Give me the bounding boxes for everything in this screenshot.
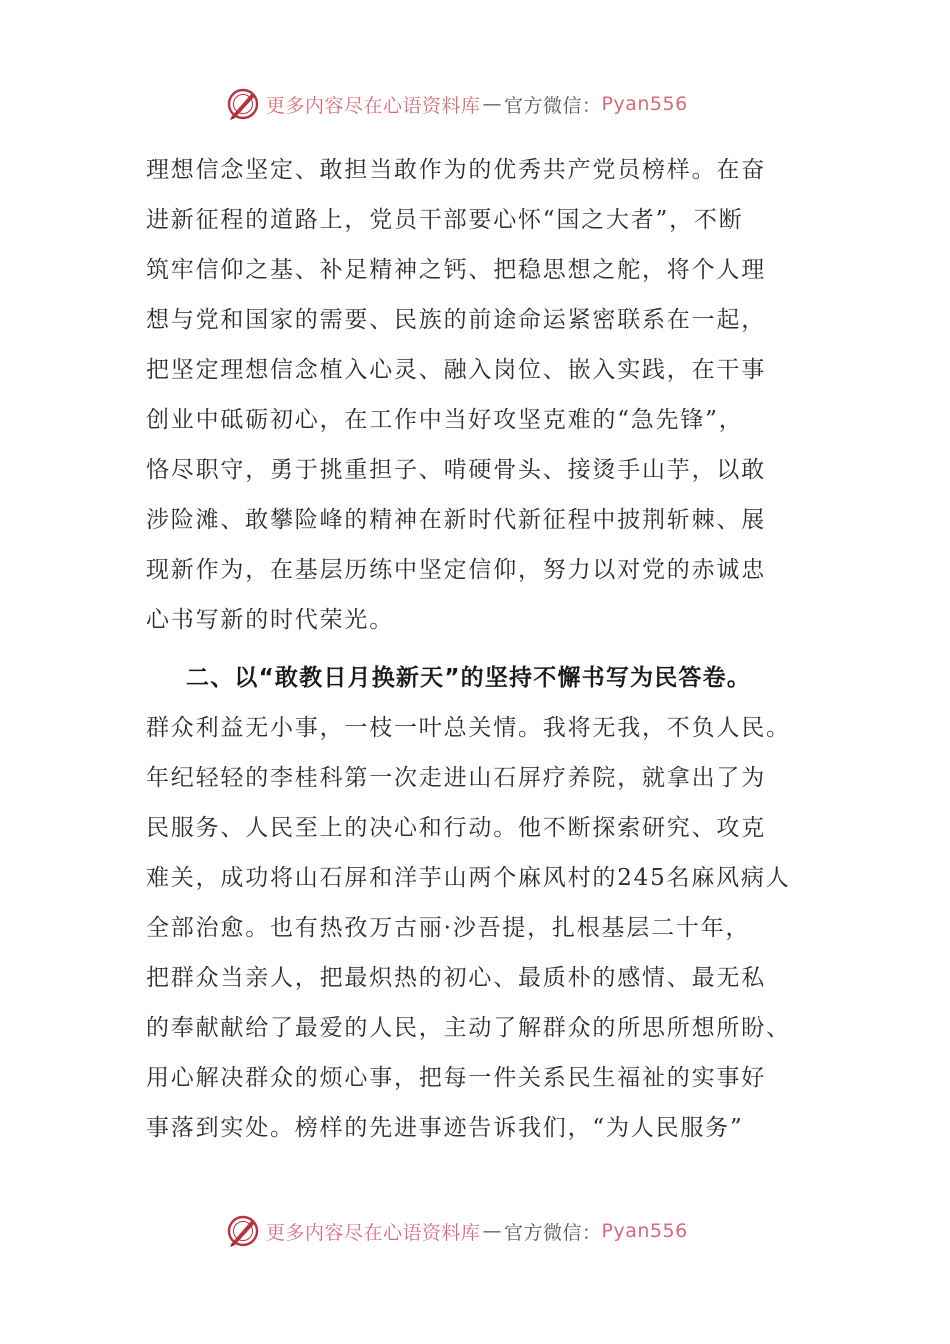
text-line: 全部治愈。也有热孜万古丽·沙吾提，扎根基层二十年， (146, 915, 751, 941)
text-line: 民服务、人民至上的决心和行动。他不断探索研究、攻克 (146, 815, 766, 841)
text-line: 恪尽职守，勇于挑重担子、啃硬骨头、接烫手山芋，以敢 (146, 457, 766, 483)
text-line: 想与党和国家的需要、民族的前途命运紧密联系在一起， (146, 307, 766, 333)
pen-seal-icon (226, 1214, 260, 1248)
watermark-wechat-id: Pyan556 (601, 93, 688, 115)
watermark-separator: — (482, 93, 503, 115)
text-line: 涉险滩、敢攀险峰的精神在新时代新征程中披荆斩棘、展 (146, 507, 766, 533)
text-line: 进新征程的道路上，党员干部要心怀“国之大者”，不断 (146, 207, 744, 233)
text-line: 把坚定理想信念植入心灵、融入岗位、嵌入实践，在干事 (146, 357, 766, 383)
text-line: 创业中砥砺初心，在工作中当好攻坚克难的“急先锋”， (146, 407, 744, 433)
text-line: 心书写新的时代荣光。 (146, 607, 394, 633)
text-line: 把群众当亲人，把最炽热的初心、最质朴的感情、最无私 (146, 965, 766, 991)
watermark-label: 官方微信： (504, 1221, 602, 1244)
text-line: 群众利益无小事，一枝一叶总关情。我将无我，不负人民。 (146, 715, 791, 741)
paragraph-1 (146, 145, 818, 645)
watermark-wechat-id: Pyan556 (601, 1220, 688, 1242)
watermark-brand: 更多内容尽在心语资料库 (266, 94, 481, 117)
watermark-label: 官方微信： (504, 94, 602, 117)
header-watermark (226, 84, 688, 124)
footer-watermark (226, 1211, 688, 1251)
text-line: 年纪轻轻的李桂科第一次走进山石屏疗养院，就拿出了为 (146, 765, 766, 791)
text-line: 筑牢信仰之基、补足精神之钙、把稳思想之舵，将个人理 (146, 257, 766, 283)
text-line: 事落到实处。榜样的先进事迹告诉我们，“为人民服务” (146, 1115, 744, 1141)
pen-seal-icon (226, 87, 260, 121)
paragraph-2 (146, 703, 818, 1153)
document-body (146, 145, 818, 1153)
text-line: 现新作为，在基层历练中坚定信仰，努力以对党的赤诚忠 (146, 557, 766, 583)
text-line: 用心解决群众的烦心事，把每一件关系民生福祉的实事好 (146, 1065, 766, 1091)
section-heading: 二、以“敢教日月换新天”的坚持不懈书写为民答卷。 (186, 665, 752, 691)
text-line: 难关，成功将山石屏和洋芋山两个麻风村的245名麻风病人 (146, 865, 791, 891)
text-line: 的奉献献给了最爱的人民，主动了解群众的所思所想所盼、 (146, 1015, 791, 1041)
watermark-separator: — (482, 1220, 503, 1242)
text-line: 理想信念坚定、敢担当敢作为的优秀共产党员榜样。在奋 (146, 157, 766, 183)
watermark-brand: 更多内容尽在心语资料库 (266, 1221, 481, 1244)
